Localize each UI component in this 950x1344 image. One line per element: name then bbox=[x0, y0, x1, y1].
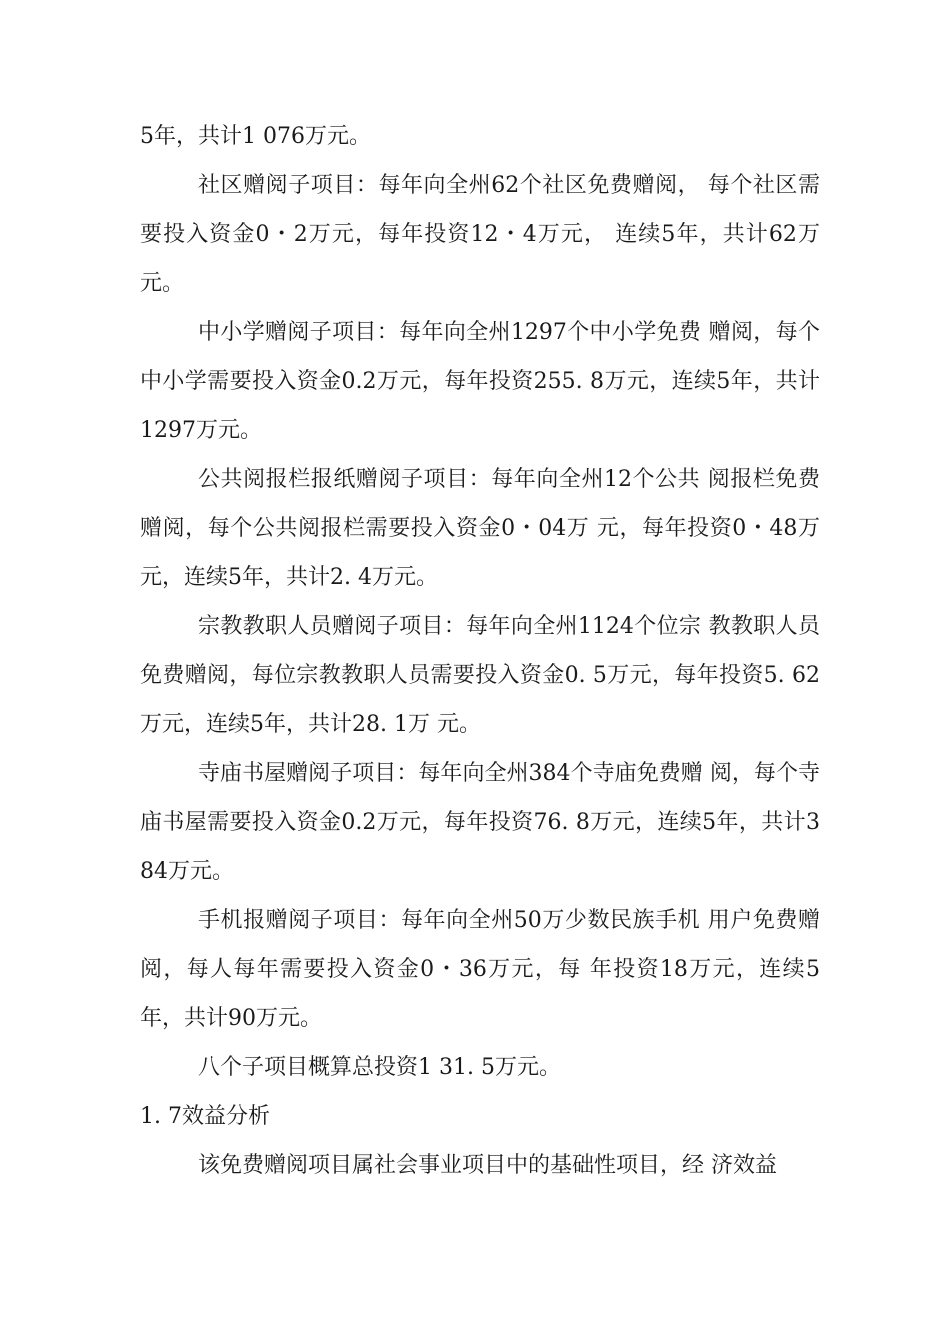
paragraph-schools: 中小学赠阅子项目：每年向全州1297个中小学免费 赠阅，每个中小学需要投入资金0.2万元，每年投资255. 8万元，连续5年，共计1297万元。 bbox=[140, 320, 820, 443]
paragraph-benefit-analysis: 该免费赠阅项目属社会事业项目中的基础性项目，经 济效益 bbox=[198, 1153, 777, 1178]
paragraph-newspaper-boards: 公共阅报栏报纸赠阅子项目：每年向全州12个公共 阅报栏免费赠阅，每个公共阅报栏需要投入资金0・04万 元，每年投资0・48万元，连续5年，共计2. 4万元。 bbox=[140, 467, 820, 590]
paragraph-total-investment: 八个子项目概算总投资1 31. 5万元。 bbox=[198, 1055, 561, 1080]
paragraph-mobile-news: 手机报赠阅子项目：每年向全州50万少数民族手机 用户免费赠阅，每人每年需要投入资金0・36万元，每 年投资18万元，连续5年，共计90万元。 bbox=[140, 908, 820, 1031]
section-heading: 1. 7效益分析 bbox=[140, 1104, 270, 1129]
document-body bbox=[140, 112, 820, 1190]
paragraph-continuation: 5年，共计1 076万元。 bbox=[140, 124, 371, 149]
paragraph-religious-staff: 宗教教职人员赠阅子项目：每年向全州1124个位宗 教教职人员免费赠阅，每位宗教教职人员需要投入资金0. 5万元，每年投资5. 62万元，连续5年，共计28. 1万 元。 bbox=[140, 614, 820, 737]
paragraph-community: 社区赠阅子项目：每年向全州62个社区免费赠阅， 每个社区需要投入资金0・2万元，每年投资12・4万元， 连续5年，共计62万元。 bbox=[140, 173, 820, 296]
paragraph-temple-libraries: 寺庙书屋赠阅子项目：每年向全州384个寺庙免费赠 阅，每个寺庙书屋需要投入资金0.2万元，每年投资76. 8万元，连续5年，共计384万元。 bbox=[140, 761, 820, 884]
